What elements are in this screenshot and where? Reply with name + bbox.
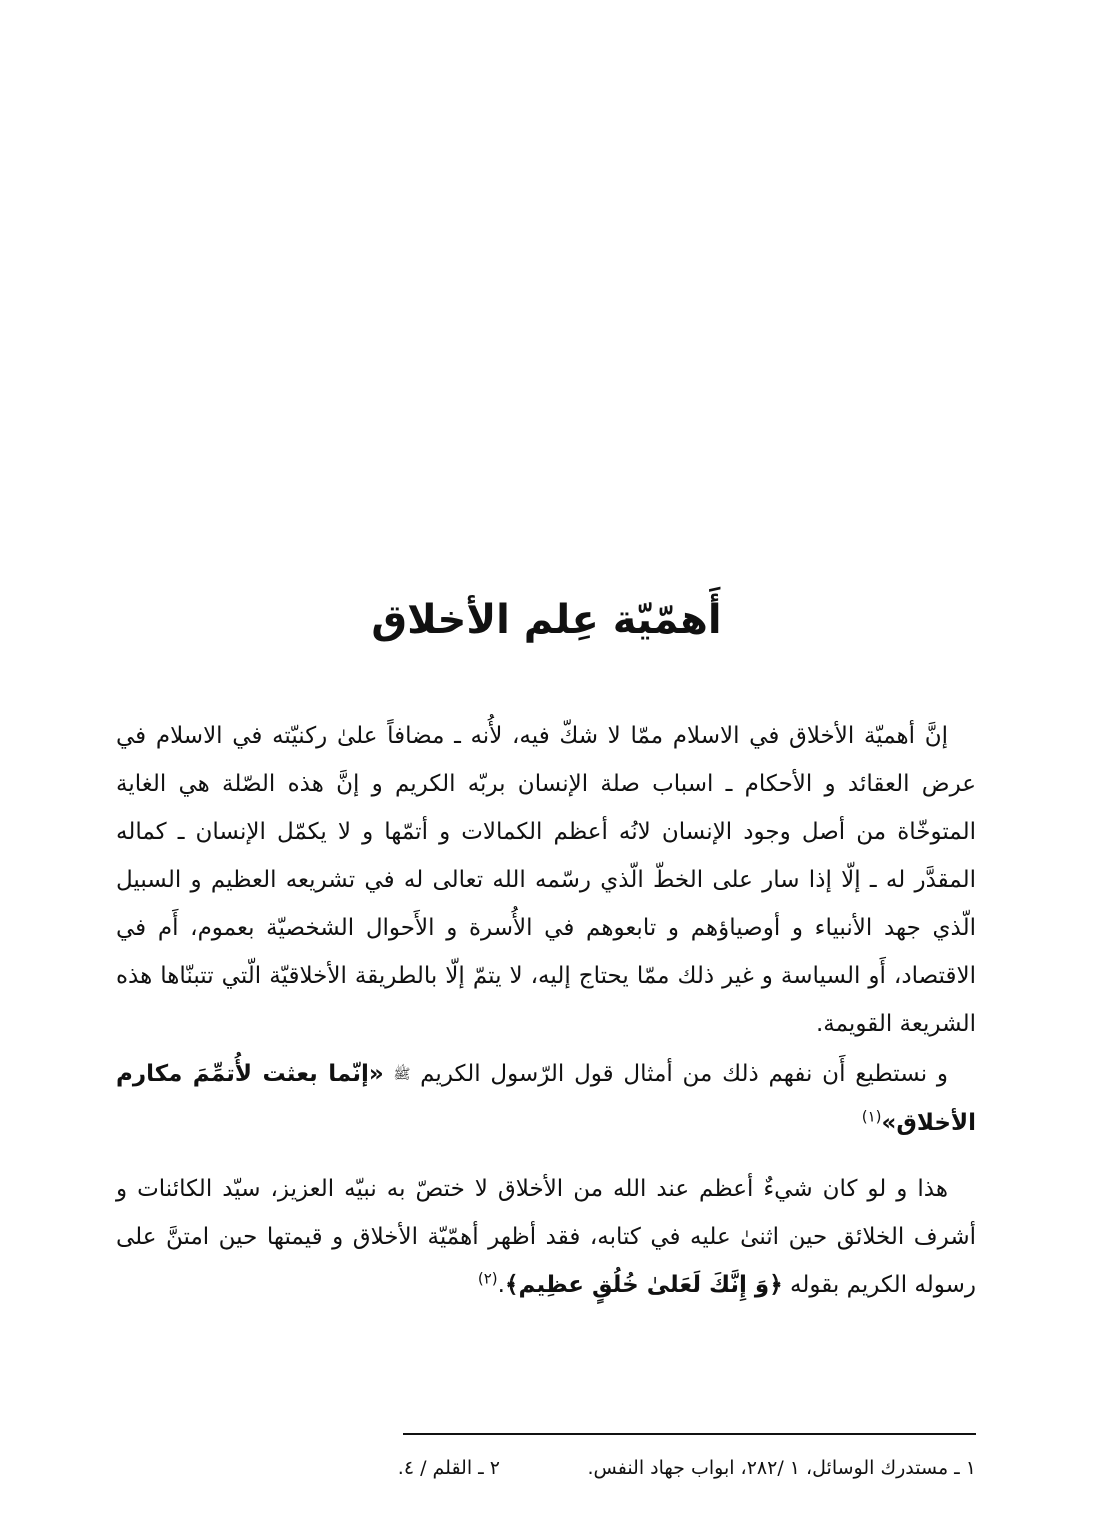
paragraph-3-end: .	[497, 1271, 505, 1298]
paragraph-2	[116, 1050, 976, 1147]
paragraph-2-text: و نستطيع أَن نفهم ذلك من أمثال قول الرّسول الكريم	[420, 1061, 948, 1087]
paragraph-3-text: هذا و لو كان شيءٌ أعظم عند الله من الأخلاق لا ختصّ به نبيّه العزيز، سيّد الكائنات و أشرف الخلائق حين اثنىٰ عليه في كتابه، فقد أظهر أهمّيّة الأخلاق و قيمتها حين امتنَّ على رسوله الكريم بقوله	[116, 1175, 976, 1298]
footnote-2: ٢ ـ القلم / ٤.	[397, 1457, 500, 1479]
body-text	[116, 712, 976, 1309]
hadith-quote: «إنّما بعثت لأُتمِّمَ مكارم الأخلاق»	[116, 1061, 976, 1136]
paragraph-1: إنَّ أهميّة الأخلاق في الاسلام ممّا لا شكّ فيه، لأُنه ـ مضافاً علىٰ ركنيّته في الاسلام في عرض العقائد و الأحكام ـ اسباب صلة الإنسان بربّه الكريم و إنَّ هذه الصّلة هي الغاية المتوخّاة من أصل وجود الإنسان لانُه أعظم الكمالات و أتمّها و لا يكمّل الإنسان ـ كماله المقدَّر له ـ إلّا إذا سار على الخطّ الّذي رسّمه الله تعالى له في تشريعه العظيم و السبيل الّذي جهد الأنبياء و أوصياؤهم و تابعوهم في الأُسرة و الأَحوال الشخصيّة بعموم، أَم في الاقتصاد، أَو السياسة و غير ذلك ممّا يحتاج إليه، لا يتمّ إلّا بالطريقة الأخلاقيّة الّتي تتبنّاها هذه الشريعة القويمة.	[116, 723, 976, 1037]
footnote-1: ١ ـ مستدرك الوسائل، ١ /٢٨٢، ابواب جهاد النفس.	[587, 1457, 976, 1479]
quran-verse: ﴿وَ إِنَّكَ لَعَلىٰ خُلُقٍ عظِيم﴾	[504, 1271, 783, 1298]
footnote-ref-2: (٢)	[477, 1268, 498, 1287]
footnote-divider	[403, 1433, 976, 1435]
page-title: أَهمّيّة عِلم الأخلاق	[371, 597, 722, 643]
footnote-ref-1: (١)	[861, 1106, 882, 1125]
paragraph-3	[116, 1165, 976, 1309]
honorific-symbol: ﷺ	[393, 1066, 411, 1083]
